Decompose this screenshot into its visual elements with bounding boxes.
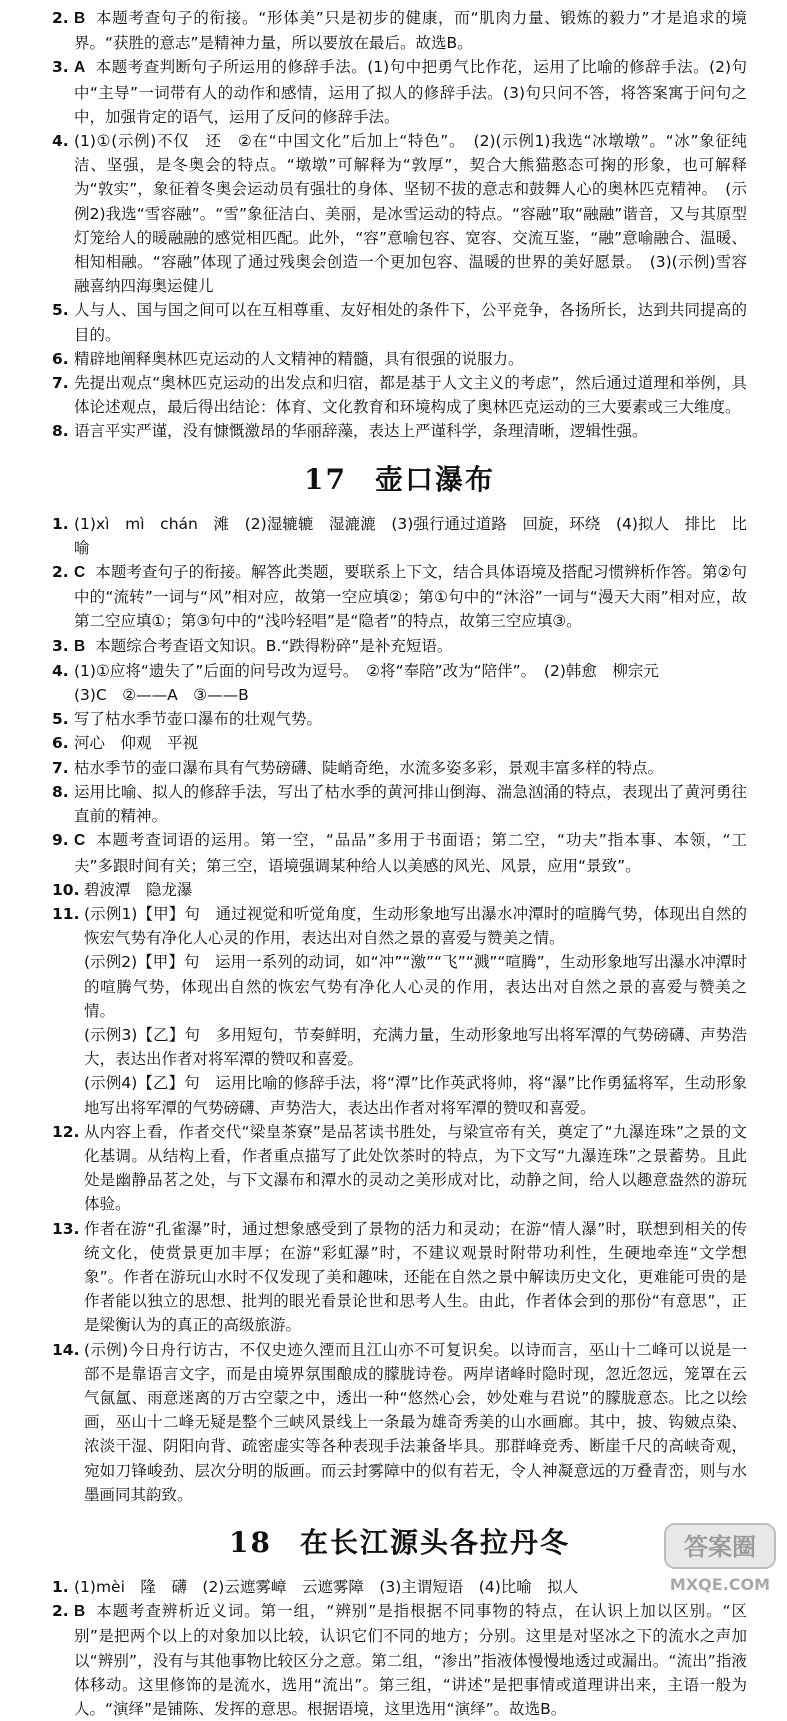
paragraph-text: (示例4)【乙】句 运用比喻的修辞手法，将“潭”比作英武将帅，将“瀑”比作勇猛将军，生动形象地写出将军潭的气势磅礴、声势浩大，表达出作者对将军潭的赞叹和喜爱。 bbox=[84, 1074, 747, 1117]
answer-item bbox=[52, 659, 747, 707]
paragraph-text: 语言平实严谨，没有慷慨激昂的华丽辞藻，表达上严谨科学，条理清晰，逻辑性强。 bbox=[74, 422, 648, 441]
item-number: 6. bbox=[52, 734, 69, 753]
section-number: 18 bbox=[229, 1525, 272, 1559]
answer-item bbox=[52, 347, 747, 371]
item-paragraph bbox=[74, 371, 747, 419]
choice-answer: B bbox=[74, 1603, 86, 1621]
item-paragraph bbox=[74, 512, 747, 560]
answer-item bbox=[52, 55, 747, 129]
item-body bbox=[74, 419, 747, 443]
item-body bbox=[74, 129, 747, 298]
paragraph-text: 本题考查判断句子所运用的修辞手法。(1)句中把勇气比作花，运用了比喻的修辞手法。(2)句中“主导”一词带有人的动作和感情，运用了拟人的修辞手法。(3)句只问不答，将答案寓于问句之中，加强肯定的语气，运用了反问的修辞手法。 bbox=[74, 58, 747, 126]
item-paragraph bbox=[74, 731, 747, 755]
paragraph-text: 写了枯水季节壶口瀑布的壮观气势。 bbox=[74, 710, 323, 729]
item-number: 7. bbox=[52, 758, 69, 777]
paragraph-text: 本题考查句子的衔接。解答此类题，要联系上下文，结合具体语境及搭配习惯辨析作答。第②句中的“流转”一词与“风”相对应，故第一空应填②；第①句中的“沐浴”一词与“漫天大雨”相对应，故第二空应填①；第③句中的“浅吟轻唱”是“隐者”的特点，故第三空应填③。 bbox=[74, 563, 747, 631]
item-number: 13. bbox=[52, 1219, 80, 1238]
item-paragraph bbox=[74, 659, 747, 683]
answer-list-16 bbox=[52, 6, 747, 444]
item-paragraph bbox=[74, 55, 747, 129]
item-number: 6. bbox=[52, 349, 69, 368]
item-body bbox=[74, 634, 747, 659]
item-paragraph bbox=[74, 634, 747, 659]
item-number: 8. bbox=[52, 422, 69, 441]
item-number: 3. bbox=[52, 58, 69, 77]
item-body bbox=[74, 1599, 747, 1721]
item-paragraph bbox=[84, 1338, 747, 1507]
item-body bbox=[74, 298, 747, 346]
item-number: 2. bbox=[52, 563, 69, 582]
paragraph-text: 本题考查句子的衔接。“形体美”只是初步的健康，而“肌肉力量、锻炼的毅力”才是追求的境界。“获胜的意志”是精神力量，所以要放在最后。故选B。 bbox=[74, 9, 747, 53]
choice-answer: B bbox=[74, 10, 86, 27]
item-body bbox=[74, 659, 747, 707]
item-paragraph bbox=[74, 347, 747, 371]
watermark-logo bbox=[659, 1518, 781, 1600]
answer-item bbox=[52, 1120, 747, 1217]
paragraph-text: 从内容上看，作者交代“梁皇茶寮”是品茗读书胜处，与梁宣帝有关，奠定了“九瀑连珠”之景的文化基调。从结构上看，作者重点描写了此处饮茶时的特点，为下文写“九瀑连珠”之景蓄势。且此处是幽静品茗之处，与下文瀑布和潭水的灵动之美形成对比，动静之间，给人以趣意盎然的游玩体验。 bbox=[84, 1122, 747, 1214]
section-name: 在长江源头各拉丹冬 bbox=[299, 1525, 570, 1559]
paragraph-text: 枯水季节的壶口瀑布具有气势磅礴、陡峭奇绝，水流多姿多彩，景观丰富多样的特点。 bbox=[74, 758, 664, 777]
watermark-top-text: 答案圈 bbox=[684, 1533, 756, 1561]
answer-item bbox=[52, 707, 747, 731]
item-number: 12. bbox=[52, 1122, 80, 1141]
item-number: 2. bbox=[52, 1602, 69, 1621]
item-number: 14. bbox=[52, 1340, 80, 1359]
item-paragraph bbox=[84, 950, 747, 1023]
item-body bbox=[74, 756, 747, 780]
item-paragraph bbox=[74, 683, 747, 707]
item-body bbox=[74, 731, 747, 755]
item-body bbox=[74, 6, 747, 55]
item-paragraph bbox=[74, 129, 747, 298]
paragraph-text: 先提出观点“奥林匹克运动的出发点和归宿，都是基于人文主义的考虑”，然后通过道理和举例，具体论述观点，最后得出结论：体育、文化教育和环境构成了奥林匹克运动的三大要素或三大维度。 bbox=[74, 374, 747, 417]
item-number: 4. bbox=[52, 132, 69, 151]
paragraph-text: (1)①应将“遗失了”后面的问号改为逗号。 ②将“奉陪”改为“陪伴”。 (2)韩愈 柳宗元 bbox=[74, 661, 659, 680]
answer-item bbox=[52, 560, 747, 634]
answer-item bbox=[52, 780, 747, 828]
section-title-18 bbox=[52, 1525, 747, 1561]
item-number: 5. bbox=[52, 710, 69, 729]
item-number: 2. bbox=[52, 9, 69, 27]
item-paragraph bbox=[84, 1120, 747, 1217]
item-number: 7. bbox=[52, 374, 69, 393]
answer-item bbox=[52, 1599, 747, 1721]
item-body bbox=[74, 560, 747, 634]
item-paragraph bbox=[74, 756, 747, 780]
paragraph-text: 本题考查辨析近义词。第一组，“辨别”是指根据不同事物的特点，在认识上加以区别。“区别”是把两个以上的对象加以比较，认识它们不同的地方；分别。这里是对坚冰之下的流水之声加以“辨别”，没有与其他事物比较区分之意。第二组，“渗出”指液体慢慢地透过或漏出。“流出”指液体移动。这里修饰的是流水，选用“流出”。第三组，“讲述”是把事情或道理讲出来，主语一般为人。“演绎”是铺陈、发挥的意思。根据语境，这里选用“演绎”。故选B。 bbox=[74, 1602, 747, 1718]
item-paragraph bbox=[84, 1217, 747, 1338]
paragraph-text: (1)mèi 隆 礴 (2)云遮雾嶂 云遮雾障 (3)主谓短语 (4)比喻 拟人 bbox=[74, 1577, 579, 1596]
watermark-bottom-text: MXQE.COM bbox=[669, 1575, 771, 1594]
item-paragraph bbox=[84, 902, 747, 950]
item-body bbox=[74, 707, 747, 731]
answer-item bbox=[52, 634, 747, 659]
item-body bbox=[74, 512, 747, 560]
paragraph-text: 人与人、国与国之间可以在互相尊重、友好相处的条件下，公平竞争，各扬所长，达到共同提高的目的。 bbox=[74, 301, 747, 344]
section-title-17 bbox=[52, 462, 747, 498]
item-body bbox=[84, 1338, 747, 1507]
choice-answer: C bbox=[74, 832, 86, 850]
item-body bbox=[74, 347, 747, 371]
paragraph-text: 运用比喻、拟人的修辞手法，写出了枯水季的黄河排山倒海、湍急汹涌的特点，表现出了黄河勇往直前的精神。 bbox=[74, 782, 747, 826]
paragraph-text: 本题考查词语的运用。第一空，“品品”多用于书面语；第二空，“功夫”指本事、本领，“工夫”多跟时间有关；第三空，语境强调某种给人以美感的风光、风景，应用“景致”。 bbox=[74, 831, 747, 875]
answer-item bbox=[52, 512, 747, 560]
answer-list-17 bbox=[52, 512, 747, 1507]
answer-item bbox=[52, 828, 747, 877]
paragraph-text: (示例2)【甲】句 运用一系列的动词，如“冲”“激”“飞”“溅”“喧腾”，生动形象地写出瀑水冲潭时的喧腾气势，体现出自然的恢宏气势有净化人心灵的作用，表达出对自然之景的喜爱与赞美之情。 bbox=[84, 953, 747, 1020]
choice-answer: C bbox=[74, 564, 86, 582]
paragraph-text: 作者在游“孔雀瀑”时，通过想象感受到了景物的活力和灵动；在游“情人瀑”时，联想到相关的传统文化，使赏景更加丰厚；在游“彩虹瀑”时，不建议观景时附带功利性，生硬地牵连“文学想象”。作者在游玩山水时不仅发现了美和趣味，还能在自然之景中解读历史文化，更难能可贵的是作者能以独立的思想、批判的眼光看景论世和思考人生。由此，作者体会到的那份“有意思”，正是梁衡认为的真正的高级旅游。 bbox=[84, 1219, 747, 1335]
watermark-logo-icon bbox=[659, 1518, 781, 1600]
item-paragraph bbox=[84, 1071, 747, 1119]
answer-item bbox=[52, 1338, 747, 1507]
item-paragraph bbox=[74, 1599, 747, 1721]
item-body bbox=[74, 371, 747, 419]
answer-item bbox=[52, 419, 747, 443]
item-number: 1. bbox=[52, 514, 69, 533]
section-number: 17 bbox=[304, 462, 347, 496]
item-paragraph bbox=[74, 780, 747, 828]
item-body bbox=[84, 1120, 747, 1217]
item-body bbox=[74, 828, 747, 877]
section-name: 壶口瀑布 bbox=[374, 462, 495, 496]
answer-list-18 bbox=[52, 1575, 747, 1721]
paragraph-text: 河心 仰观 平视 bbox=[74, 734, 199, 753]
item-number: 3. bbox=[52, 636, 69, 655]
answer-item bbox=[52, 298, 747, 346]
answer-item bbox=[52, 902, 747, 1120]
item-paragraph bbox=[84, 878, 747, 902]
answer-item bbox=[52, 756, 747, 780]
choice-answer: A bbox=[74, 59, 86, 77]
answer-item bbox=[52, 878, 747, 902]
item-paragraph bbox=[74, 707, 747, 731]
answer-item bbox=[52, 731, 747, 755]
item-number: 1. bbox=[52, 1577, 69, 1596]
answer-item bbox=[52, 1575, 747, 1599]
answer-item bbox=[52, 6, 747, 55]
answer-item bbox=[52, 129, 747, 298]
paragraph-text: (示例1)【甲】句 通过视觉和听觉角度，生动形象地写出瀑水冲潭时的喧腾气势，体现出自然的恢宏气势有净化人心灵的作用，表达出对自然之景的喜爱与赞美之情。 bbox=[84, 904, 747, 948]
item-body bbox=[74, 780, 747, 828]
paragraph-text: (1)xì mì chán 滩 (2)湿辘辘 湿漉漉 (3)强行通过道路 回旋，环绕 (4)拟人 排比 比喻 bbox=[74, 514, 747, 557]
paragraph-text: (示例3)【乙】句 多用短句，节奏鲜明，充满力量，生动形象地写出将军潭的气势磅礴、声势浩大，表达出作者对将军潭的赞叹和喜爱。 bbox=[84, 1025, 747, 1069]
item-body bbox=[84, 878, 747, 902]
item-number: 4. bbox=[52, 661, 69, 680]
answer-item bbox=[52, 371, 747, 419]
item-body bbox=[84, 1217, 747, 1338]
paragraph-text: (示例)今日舟行访古，不仅史迹久湮而且江山亦不可复识矣。以诗而言，巫山十二峰可以说是一部不是靠语言文字，而是由境界氛围酿成的朦胧诗卷。两岸诸峰时隐时现，忽近忽远，笼罩在云气氤氲、雨意迷离的万古空蒙之中，透出一种“悠然心会，妙处难与君说”的朦胧意态。比之以绘画，巫山十二峰无疑是整个三峡风景线上一条最为雄奇秀美的山水画廊。其中，披、钩皴点染、浓淡干湿、阴阳向背、疏密虚实等各种表现手法兼备毕具。那群峰竞秀、断崖千尺的高峡奇观，宛如刀锋峻劲、层次分明的版画。而云封雾障中的似有若无，令人神凝意远的万叠青峦，则与水墨画同其韵致。 bbox=[84, 1340, 747, 1504]
item-number: 5. bbox=[52, 301, 69, 320]
paragraph-text: 碧波潭 隐龙瀑 bbox=[84, 880, 193, 899]
item-paragraph bbox=[74, 6, 747, 55]
paragraph-text: 本题综合考查语文知识。B.“跌得粉碎”是补充短语。 bbox=[95, 636, 453, 655]
paragraph-text: (3)C ②——A ③——B bbox=[74, 686, 249, 705]
item-body bbox=[74, 55, 747, 129]
item-number: 10. bbox=[52, 880, 80, 899]
paragraph-text: 精辟地阐释奥林匹克运动的人文精神的精髓，具有很强的说服力。 bbox=[74, 349, 524, 368]
item-body bbox=[84, 902, 747, 1120]
answer-item bbox=[52, 1217, 747, 1338]
item-paragraph bbox=[74, 419, 747, 443]
paragraph-text: (1)①(示例)不仅 还 ②在“中国文化”后加上“特色”。 (2)(示例1)我选“冰墩墩”。“冰”象征纯洁、坚强，是冬奥会的特点。“墩墩”可解释为“敦厚”，契合大熊猫憨态可掬的形象，也可解释为“敦实”，象征着冬奥会运动员有强壮的身体、坚韧不拔的意志和鼓舞人心的奥林匹克精神。 (示例2)我选“雪容融”。“雪”象征洁白、美丽，是冰雪运动的特点。“容融”取“融融”谐音，又与其原型灯笼给人的暖融融的感觉相匹配。此外，“容”意喻包容、宽容、交流互鉴，“融”意喻融合、温暖、相知相融。“容融”体现了通过残奥会创造一个更加包容、温暖的世界的美好愿景。 (3)(示例)雪容融喜纳四海奥运健儿 bbox=[74, 132, 747, 296]
item-paragraph bbox=[84, 1023, 747, 1071]
item-paragraph bbox=[74, 1575, 747, 1599]
item-paragraph bbox=[74, 560, 747, 634]
item-number: 9. bbox=[52, 831, 69, 850]
item-paragraph bbox=[74, 828, 747, 877]
item-body bbox=[74, 1575, 747, 1599]
item-number: 11. bbox=[52, 904, 80, 923]
item-paragraph bbox=[74, 298, 747, 346]
item-number: 8. bbox=[52, 782, 69, 801]
choice-answer: B bbox=[74, 637, 86, 655]
